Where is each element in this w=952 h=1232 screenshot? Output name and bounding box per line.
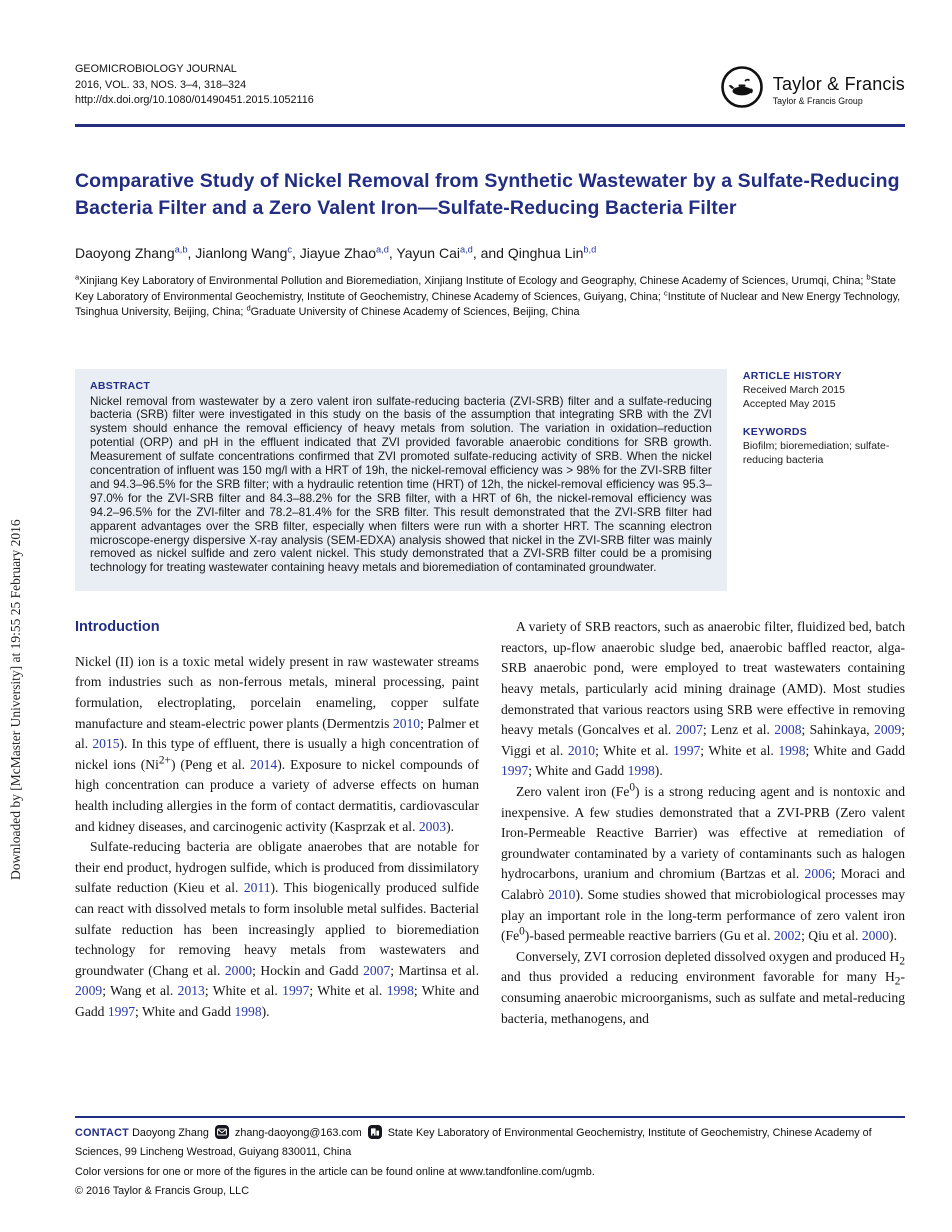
doi-link[interactable]: http://dx.doi.org/10.1080/01490451.2015.1052116 — [75, 94, 314, 106]
citation-link[interactable]: 2009 — [874, 722, 902, 738]
citation-link[interactable]: 2010 — [548, 887, 576, 902]
paragraph: Sulfate-reducing bacteria are obligate anaerobes that are notable for their end product, hydrogen sulfide, which is produced from dissimilatory sulfate reduction (Kieu et al. 2011). This biogenically produced sulfide can react with dissolved metals to form insoluble metal sulfides. Bacterial sulfate reduction has been increasingly applied to bioremediation technology for removing heavy metals from wastewaters and groundwater (Chang et al. 2000; Hockin and Gadd 2007; Martinsa et al. 2009; Wang et al. 2013; White et al. 1997; White et al. 1998; White and Gadd 1997; White and Gadd 1998). — [75, 839, 480, 1019]
contact-name: Daoyong Zhang — [132, 1127, 209, 1139]
publisher-logo — [719, 64, 905, 115]
header-divider — [75, 124, 905, 127]
citation-link[interactable]: 2007 — [363, 962, 391, 978]
abstract-box — [75, 369, 727, 592]
email-icon — [215, 1125, 229, 1145]
citation-link[interactable]: 2013 — [177, 983, 205, 999]
copyright-line: © 2016 Taylor & Francis Group, LLC — [75, 1185, 249, 1197]
citation-link[interactable]: 1998 — [778, 742, 806, 758]
abstract-text: Nickel removal from wastewater by a zero valent iron sulfate-reducing bacteria (ZVI-SRB) filter and a sulfate-reducing bacteria (SRB) filter were investigated in this study on the basis of the assumption that integrating SRB with the ZVI system should enhance the removal efficiency of heavy metals from solution. The variation in oxidation–reduction potential (ORP) and pH in the effluent indicated that ZVI provided favorable anaerobic conditions for SRB growth. Measurement of sulfate concentrations confirmed that ZVI promoted sulfate-reducing activity of SRB. When the nickel concentration of influent was 150 mg/l with a HRT of 19h, the nickel-removal efficiency was > 98% for the ZVI-SRB filter and 94.3–96.5% for the SRB filter; with a hydraulic retention time (HRT) of 12h, the nickel-removal efficiency was 95.3–97.0% for the ZVI-SRB filter and 84.3–88.2% for the SRB filter, with a HRT of 6h, the nickel-removal efficiency was 94.2–96.5% for the ZVI-filter and 78.2–81.4% for the SRB filter. This result demonstrated that the ZVI-SRB filter had apparent advantages over the SRB filter, especially when filters were run with a shorter HRT. The scanning electron microscope-energy dispersive X-ray analysis (SEM-EDXA) analysis showed that nickel in the ZVI-SRB filter was mainly removed as nickel sulfide and zero valent nickel. This study demonstrated that a ZVI-SRB filter could be a promising technology for treating wastewater containing heavy metals and bioremediation of contaminated groundwater. — [90, 394, 712, 575]
publisher-name: Taylor & Francis — [772, 73, 905, 94]
citation-link[interactable]: 2006 — [804, 866, 832, 882]
citation-link[interactable]: 2009 — [75, 983, 103, 999]
contact-address: State Key Laboratory of Environmental Geochemistry, Institute of Geochemistry, Chinese Academy of Sciences, 99 Lincheng Westroad, Guiyang 830011, China — [75, 1127, 872, 1158]
article-title: Comparative Study of Nickel Removal from Synthetic Wastewater by a Sulfate-Reducing Bacteria Filter and a Zero Valent Iron—Sulfate-Reducing Bacteria Filter — [75, 170, 900, 219]
paragraph: A variety of SRB reactors, such as anaerobic filter, fluidized bed, batch reactors, up-flow anaerobic sludge bed, anaerobic baffled reactor, alga-SRB anaerobic pond, were employed to treat wastewaters containing heavy metals, particularly acid mining drainage (AMD). Most studies demonstrated that various reactors using SRB were effective in removing heavy metals (Goncalves et al. 2007; Lenz et al. 2008; Sahinkaya, 2009; Viggi et al. 2010; White et al. 1997; White et al. 1998; White and Gadd 1997; White and Gadd 1998). — [501, 619, 906, 779]
page-footer — [75, 1116, 905, 1197]
contact-line — [75, 1125, 905, 1160]
citation-link[interactable]: 2010 — [392, 715, 421, 731]
citation-link[interactable]: 2010 — [567, 742, 596, 758]
abstract-label: ABSTRACT — [90, 379, 151, 392]
citation-link[interactable]: 2002 — [773, 928, 802, 944]
keywords-text: Biofilm; bioremediation; sulfate-reducing bacteria — [742, 439, 890, 466]
article-history-label: ARTICLE HISTORY — [742, 369, 842, 382]
introduction-heading: Introduction — [75, 619, 160, 636]
affiliation-list: $^a$Xinjiang Key Laboratory of Environmental Pollution and Bioremediation, Xinjiang Institute of Ecology and Geography, Chinese Academy of Sciences, Urumqi, China; $^b$State Key Laboratory of Environmental Geochemistry, Institute of Geochemistry, Chinese Academy of Sciences, Guiyang, China; $^c$Institute of Nuclear and New Energy Technology, Tsinghua University, Beijing, China; $^d$Graduate University of Chinese Academy of Sciences, Beijing, China — [75, 272, 901, 318]
paragraph: Zero valent iron (Fe$^0$) is a strong reducing agent and is nontoxic and inexpensive. A few studies demonstrated that a ZVI-PRB (Zero valent Iron-Permeable Reactive Barrier) was effective at remediation of groundwater contaminated by a variety of contaminants such as halogen hydrocarbons, uranium and chromium (Bartzas et al. 2006; Moraci and Calabrò 2010). Some studies showed that microbiological processes may play an important role in the long-term performance of zero valent iron (Fe$^0$)-based permeable reactive barriers (Gu et al. 2002; Qiu et al. 2000). — [501, 781, 906, 944]
page-content — [75, 62, 905, 1029]
author-list: Daoyong Zhang$^{a,b}$, Jianlong Wang$^c$, Jiayue Zhao$^{a,d}$, Yayun Cai$^{a,d}$, and Qinghua Lin$^{b,d}$ — [75, 244, 597, 261]
volume-issue-line: 2016, VOL. 33, NOS. 3–4, 318–324 — [75, 78, 247, 91]
article-body — [75, 617, 905, 1029]
citation-link[interactable]: 1997 — [282, 983, 310, 999]
citation-link[interactable]: 1998 — [234, 1003, 262, 1019]
citation-link[interactable]: 2003 — [418, 818, 447, 834]
citation-link[interactable]: 2014 — [250, 756, 278, 772]
citation-link[interactable]: 2011 — [243, 880, 271, 896]
keywords-label: KEYWORDS — [742, 425, 808, 438]
journal-name: GEOMICROBIOLOGY JOURNAL — [75, 63, 237, 75]
taylor-francis-logo-icon — [719, 64, 765, 115]
publisher-group: Taylor & Francis Group — [772, 95, 863, 106]
footer-divider — [75, 1116, 905, 1118]
left-column — [75, 617, 479, 1029]
download-attribution: Downloaded by [McMaster University] at 19:55 25 February 2016 — [8, 519, 23, 880]
paragraph: Conversely, ZVI corrosion depleted dissolved oxygen and produced $H_2$ and thus provided a reducing environment favorable for many $H_2$-consuming anaerobic microorganisms, such as sulfate and metal-reducing bacteria, methanogens, and — [501, 948, 905, 1026]
address-icon — [368, 1125, 382, 1145]
accepted-date: Accepted May 2015 — [742, 397, 836, 410]
paragraph: Nickel (II) ion is a toxic metal widely present in raw wastewater streams from industries such as non-ferrous metals, mineral processing, paint formulation, electroplating, porcelain enameling, copper sulfate manufacture and steam-electric power plants (Dermentzis 2010; Palmer et al. 2015). In this type of effluent, there is usually a high concentration of nickel ions $(Ni^{2+})$ (Peng et al. 2014). Exposure to nickel compounds of high concentration can produce a variety of adverse effects on human health including allergies in the form of contact dermatitis, cardiovascular and kidney diseases, and carcinogenic activity (Kasprzak et al. 2003). — [75, 653, 480, 834]
citation-link[interactable]: 2000 — [224, 962, 253, 978]
right-column — [501, 617, 905, 1029]
received-date: Received March 2015 — [742, 383, 845, 396]
color-versions-note: Color versions for one or more of the figures in the article can be found online at www.tandfonline.com/ugmb. — [75, 1166, 595, 1178]
contact-label: CONTACT — [75, 1127, 130, 1139]
citation-link[interactable]: 2015 — [92, 736, 120, 752]
citation-link[interactable]: 1997 — [107, 1003, 136, 1019]
citation-link[interactable]: 1998 — [627, 763, 655, 779]
contact-email-link[interactable]: zhang-daoyong@163.com — [234, 1127, 362, 1139]
citation-link[interactable]: 2000 — [861, 928, 890, 944]
citation-link[interactable]: 1997 — [501, 763, 529, 779]
citation-link[interactable]: 2007 — [675, 722, 703, 738]
article-meta-column — [743, 369, 905, 592]
citation-link[interactable]: 1997 — [673, 742, 701, 758]
citation-link[interactable]: 1998 — [386, 983, 414, 999]
journal-header — [75, 62, 905, 115]
citation-link[interactable]: 2008 — [774, 722, 802, 738]
